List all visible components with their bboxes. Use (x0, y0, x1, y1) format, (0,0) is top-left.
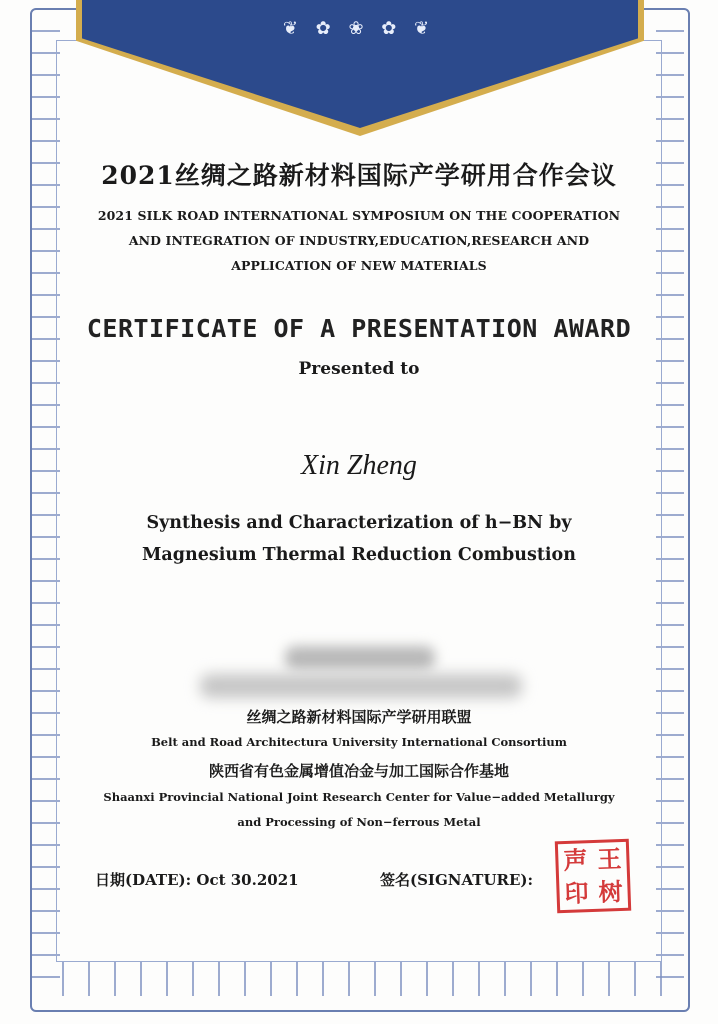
organizer-2-cn: 陕西省有色金属增值冶金与加工国际合作基地 (208, 762, 509, 780)
banner-flourish-icon: ❦ ✿ ❀ ✿ ❦ (282, 18, 436, 39)
redacted-text (285, 646, 435, 670)
organizer-1-en: Belt and Road Architectura University International Consortium (151, 735, 567, 749)
red-seal-stamp (555, 839, 631, 914)
presented-to-label: Presented to (298, 359, 420, 379)
organizer-2-en: Shaanxi Provincial National Joint Research Center for Value−added Metallurgy (103, 790, 615, 804)
date-value: Oct 30.2021 (196, 871, 299, 889)
organizer-1-cn: 丝绸之路新材料国际产学研用联盟 (246, 708, 472, 726)
symposium-title-en-line: 2021 SILK ROAD INTERNATIONAL SYMPOSIUM ON THE COOPERATION (97, 208, 621, 223)
date-label: 日期(DATE): (95, 871, 192, 889)
seal-char: 王 (596, 843, 622, 874)
signature-label: 签名(SIGNATURE): (380, 871, 534, 889)
signature-field (380, 869, 533, 890)
symposium-title-cn: 2021丝绸之路新材料国际产学研用合作会议 (101, 161, 617, 190)
seal-char: 树 (598, 876, 624, 907)
recipient-name: Xin Zheng (301, 450, 417, 481)
symposium-title-en-line: APPLICATION OF NEW MATERIALS (231, 258, 487, 273)
redacted-text (200, 674, 522, 698)
symposium-title-en-line: AND INTEGRATION OF INDUSTRY,EDUCATION,RESEARCH AND (128, 233, 590, 248)
presentation-topic (0, 507, 718, 571)
organizer-2-en: and Processing of Non−ferrous Metal (237, 815, 481, 829)
topic-line: Magnesium Thermal Reduction Combustion (142, 545, 576, 565)
seal-char: 声 (562, 844, 588, 875)
symposium-title-en (0, 203, 718, 278)
topic-line: Synthesis and Characterization of h−BN by (146, 513, 572, 533)
date-field (95, 869, 299, 890)
award-title: CERTIFICATE OF A PRESENTATION AWARD (86, 314, 632, 343)
seal-char: 印 (564, 877, 590, 908)
